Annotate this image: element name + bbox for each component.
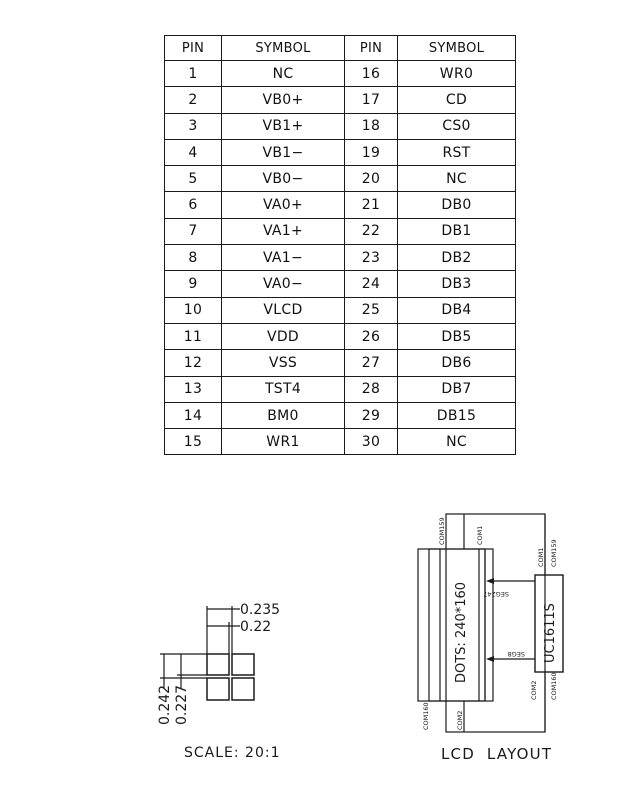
pin-symbol: DB15: [398, 402, 516, 428]
pin-number: 15: [165, 429, 222, 455]
pin-symbol: VA0+: [222, 192, 345, 218]
pin-symbol: VDD: [222, 323, 345, 349]
lcd-layout-caption: LCD LAYOUT: [441, 745, 553, 763]
com159-left-label: COM159: [438, 517, 446, 545]
pin-number: 17: [345, 87, 398, 113]
seg-arrow-head: [486, 656, 494, 662]
pin-number: 25: [345, 297, 398, 323]
pin-number: 11: [165, 323, 222, 349]
pin-number: 3: [165, 113, 222, 139]
pin-symbol: TST4: [222, 376, 345, 402]
pin-number: 13: [165, 376, 222, 402]
pin-number: 9: [165, 271, 222, 297]
pin-number: 5: [165, 166, 222, 192]
pin-number: 7: [165, 218, 222, 244]
pin-symbol: NC: [222, 61, 345, 87]
pin-number: 18: [345, 113, 398, 139]
pin-number: 28: [345, 376, 398, 402]
pin-number: 21: [345, 192, 398, 218]
seg247-label: SEG247: [483, 590, 509, 598]
pin-symbol: VB0−: [222, 166, 345, 192]
com1-right-label: COM1: [537, 547, 545, 567]
pin-symbol: DB4: [398, 297, 516, 323]
dot-cell: [232, 678, 254, 700]
pin-number: 2: [165, 87, 222, 113]
com2-right-label: COM2: [530, 680, 538, 700]
pin-symbol: WR0: [398, 61, 516, 87]
pin-symbol: VA0−: [222, 271, 345, 297]
pin-symbol: DB5: [398, 323, 516, 349]
header-symbol: SYMBOL: [222, 36, 345, 61]
pin-symbol: CS0: [398, 113, 516, 139]
pin-symbol: VB1+: [222, 113, 345, 139]
pin-symbol: VB0+: [222, 87, 345, 113]
pin-number: 23: [345, 245, 398, 271]
pin-symbol: CD: [398, 87, 516, 113]
header-pin: PIN: [165, 36, 222, 61]
pin-symbol: VB1−: [222, 139, 345, 165]
pin-number: 8: [165, 245, 222, 271]
scale-caption: SCALE: 20:1: [184, 745, 281, 761]
pin-symbol: VLCD: [222, 297, 345, 323]
pin-number: 12: [165, 350, 222, 376]
dot-cell: [232, 654, 254, 675]
pin-number: 6: [165, 192, 222, 218]
pin-number: 29: [345, 402, 398, 428]
pin-symbol: NC: [398, 166, 516, 192]
header-pin: PIN: [345, 36, 398, 61]
com160-right-label: COM160: [550, 672, 558, 700]
pin-number: 26: [345, 323, 398, 349]
com159-right-label: COM159: [550, 539, 558, 567]
driver-ic-label: UC1611S: [543, 603, 558, 663]
pin-symbol: DB3: [398, 271, 516, 297]
pin-symbol: RST: [398, 139, 516, 165]
dot-cell: [207, 678, 229, 700]
pin-symbol: BM0: [222, 402, 345, 428]
lcd-layout-drawing: [418, 514, 563, 763]
dim-pitch-width-label: 0.235: [240, 602, 281, 618]
pin-number: 22: [345, 218, 398, 244]
pin-symbol: VA1+: [222, 218, 345, 244]
dot-scale-drawing: [157, 602, 281, 761]
pin-symbol: DB6: [398, 350, 516, 376]
pin-symbol: DB1: [398, 218, 516, 244]
pin-number: 30: [345, 429, 398, 455]
pin-number: 19: [345, 139, 398, 165]
pin-symbol: NC: [398, 429, 516, 455]
pin-symbol: DB2: [398, 245, 516, 271]
pin-symbol: DB7: [398, 376, 516, 402]
com160-left-label: COM160: [422, 702, 430, 730]
seg-arrow-head: [486, 578, 494, 584]
pin-symbol: WR1: [222, 429, 345, 455]
pin-symbol: VA1−: [222, 245, 345, 271]
com2-left-label: COM2: [456, 710, 464, 730]
pin-symbol: VSS: [222, 350, 345, 376]
pin-number: 24: [345, 271, 398, 297]
pin-symbol: DB0: [398, 192, 516, 218]
dot-cell: [207, 654, 229, 675]
dim-dot-width-label: 0.22: [240, 619, 272, 635]
pin-number: 1: [165, 61, 222, 87]
seg8-label: SEG8: [507, 650, 525, 658]
pin-number: 16: [345, 61, 398, 87]
pin-number: 27: [345, 350, 398, 376]
com1-left-label: COM1: [476, 525, 484, 545]
dots-label: DOTS: 240*160: [454, 581, 469, 683]
dim-dot-height-label: 0.227: [174, 684, 190, 725]
pin-number: 20: [345, 166, 398, 192]
pin-number: 4: [165, 139, 222, 165]
pin-number: 10: [165, 297, 222, 323]
header-symbol: SYMBOL: [398, 36, 516, 61]
pin-number: 14: [165, 402, 222, 428]
dim-pitch-height-label: 0.242: [157, 684, 173, 725]
